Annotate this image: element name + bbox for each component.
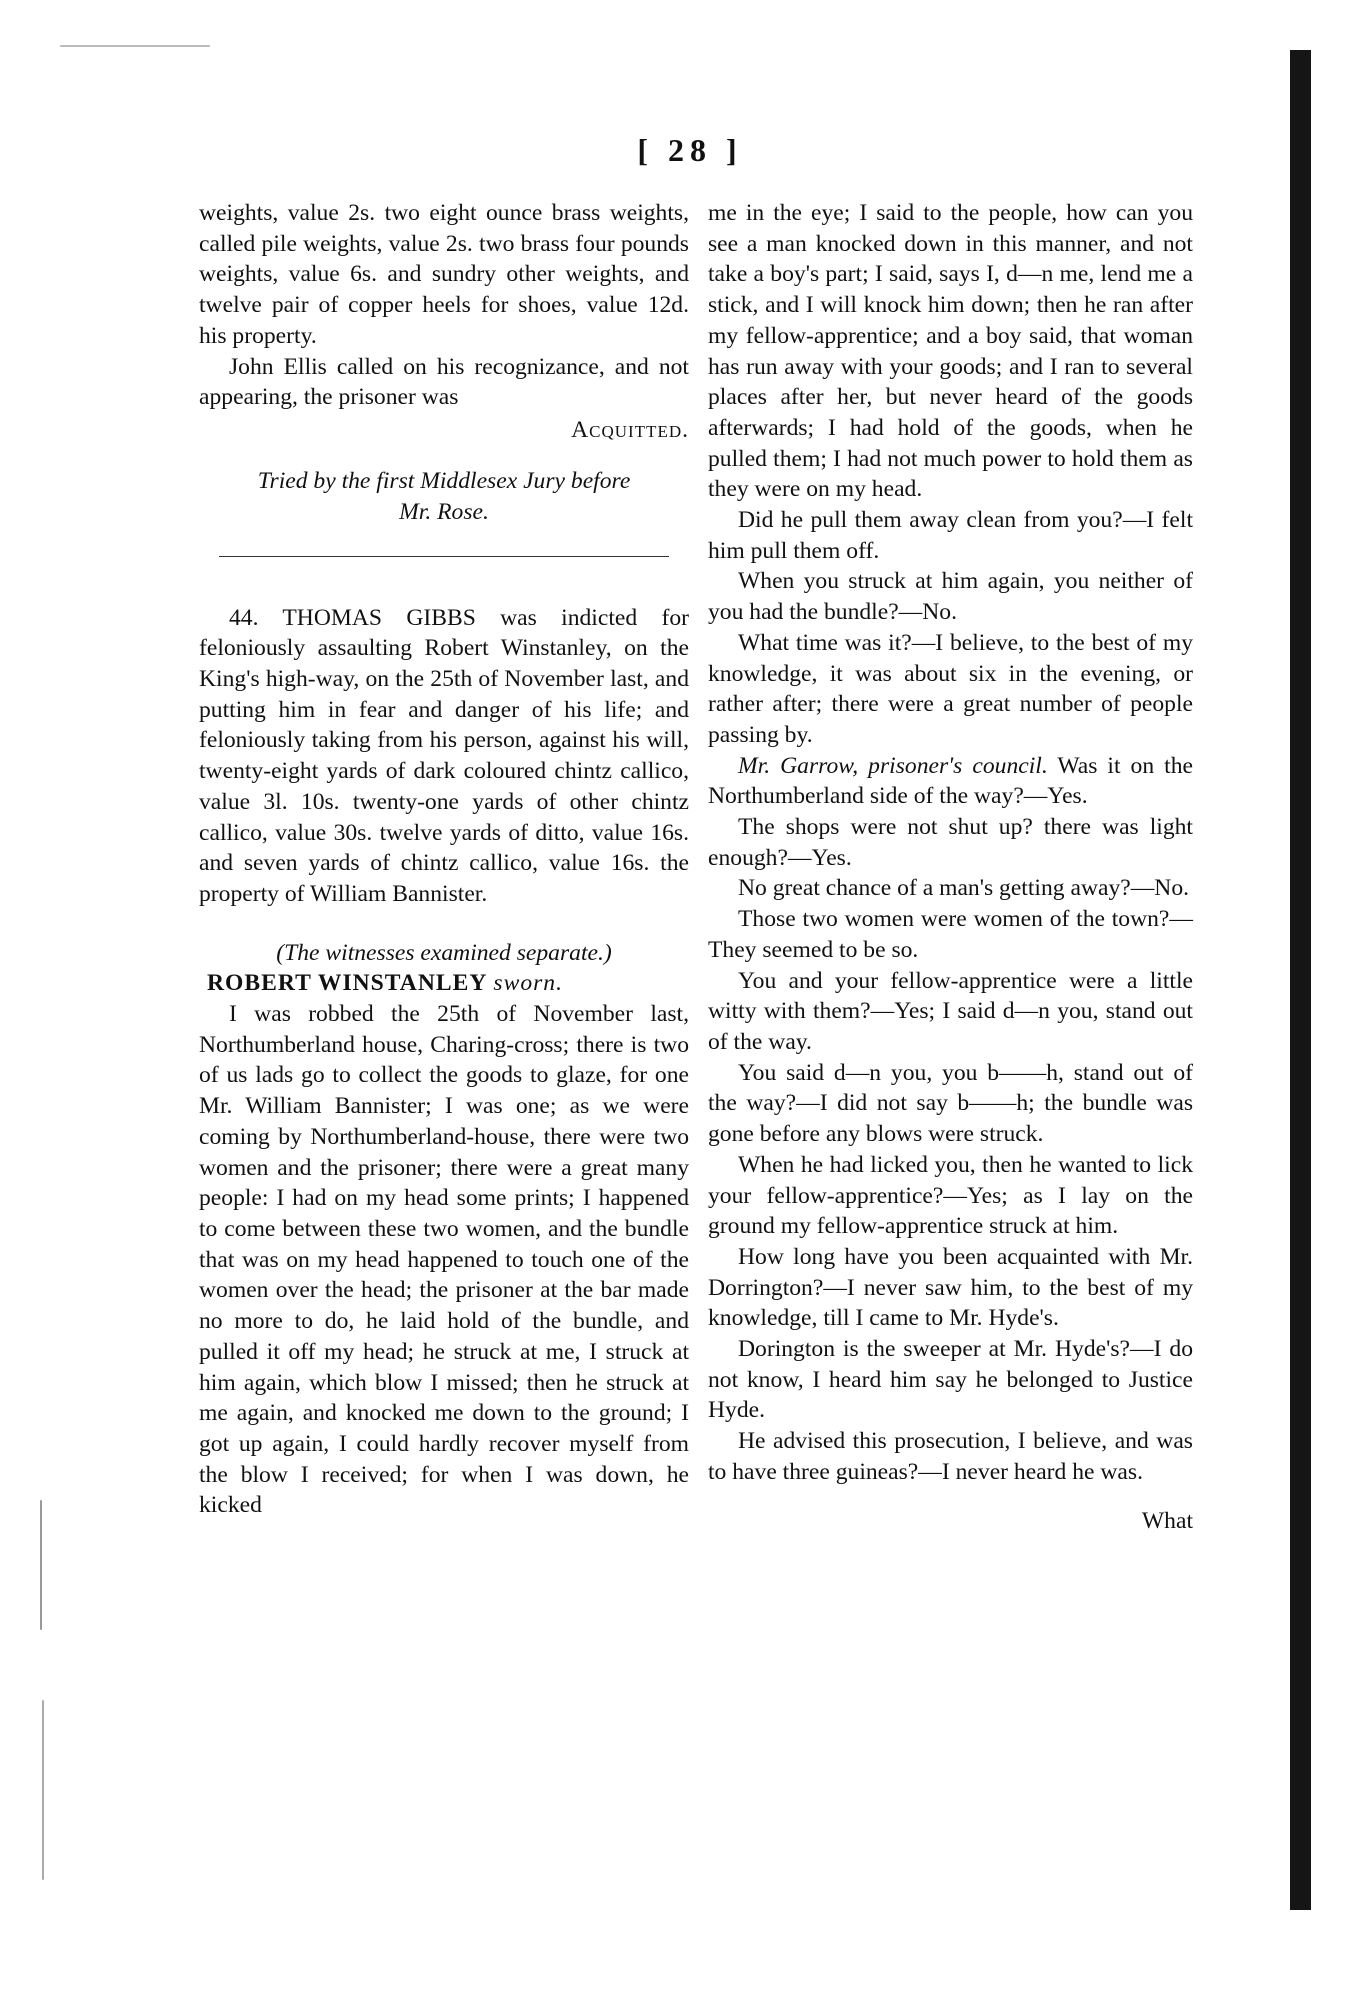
left-column	[199, 198, 689, 1521]
scan-speck	[40, 1500, 42, 1630]
page-edge-shadow	[1290, 50, 1311, 1910]
question-answer: Dorington is the sweeper at Mr. Hyde's?—I do not know, I heard him say he belonged to Justice Hyde.	[708, 1336, 1193, 1424]
scan-speck	[60, 45, 210, 47]
question-answer: How long have you been acquainted with Mr. Dorrington?—I never saw him, to the best of my knowledge, till I came to Mr. Hyde's.	[708, 1243, 1193, 1332]
question-answer: When you struck at him again, you neither of you had the bundle?—No.	[708, 568, 1193, 626]
scan-speck	[42, 1700, 44, 1880]
witness-heading	[199, 968, 689, 999]
question-answer: What time was it?—I believe, to the best of my knowledge, it was about six in the evening, or rather after; there were a great number of people passing by.	[708, 629, 1193, 748]
question-answer: Those two women were women of the town?—They seemed to be so.	[708, 906, 1193, 963]
question-answer: You and your fellow-apprentice were a little witty with them?—Yes; I said d—n you, stand out of the way.	[708, 967, 1193, 1055]
question-answer: He advised this prosecution, I believe, and was to have three guineas?—I never heard he was.	[708, 1428, 1193, 1485]
question-answer: No great chance of a man's getting away?—No.	[738, 875, 1190, 902]
testimony: me in the eye; I said to the people, how can you see a man knocked down in this manner, and not take a boy's part; I said, says I, d—n me, lend me a stick, and I will knock him down; then he ran after my fellow-apprentice; and a boy said, that woman has run away with your goods; and I ran to several places after her, but never heard of the goods afterwards; I had hold of the goods, when he pulled them; I had not much power to hold them as they were on my head.	[708, 200, 1193, 503]
question-answer: When he had licked you, then he wanted to lick your fellow-apprentice?—Yes; as I lay on the ground my fellow-apprentice struck at him.	[708, 1151, 1193, 1240]
paragraph: weights, value 2s. two eight ounce brass weights, called pile weights, value 2s. two brass four pounds weights, value 6s. and sundry other weights, and twelve pair of copper heels for shoes, value 12d. his property.	[199, 200, 689, 349]
witness-sworn: sworn.	[493, 970, 563, 997]
case-entry: 44. THOMAS GIBBS was indicted for feloniously assaulting Robert Winstanley, on the King's high-way, on the 25th of November last, and putting him in fear and danger of his life; and feloniously taking from his person, against his will, twenty-eight yards of dark coloured chintz callico, value 3l. 10s. twenty-one yards of other chintz callico, value 30s. twelve yards of ditto, value 16s. and seven yards of chintz callico, value 16s. the property of William Bannister.	[199, 604, 689, 907]
testimony: I was robbed the 25th of November last, Northumberland house, Charing-cross; there is two of us lads go to collect the goods to glaze, for one Mr. William Bannister; I was one; as we were coming by Northumberland-house, there were two women and the prisoner; there were a great many people: I had on my head some prints; I happened to come between these two women, and the bundle that was on my head happened to touch one of the women over the head; the prisoner at the bar made no more to do, he laid hold of the bundle, and pulled it off my head; he struck at me, I struck at him again, which blow I missed; then he struck at me again, and knocked me down to the ground; I got up again, I could hardly recover myself from the blow I received; for when I was down, he kicked	[199, 1001, 689, 1519]
page-number: [ 28 ]	[637, 132, 743, 168]
question-answer: Did he pull them away clean from you?—I felt him pull them off.	[708, 507, 1193, 564]
question-answer	[708, 751, 1193, 812]
counsel-name: Mr. Garrow, prisoner's council.	[738, 752, 1048, 779]
catchword: What	[1141, 1507, 1193, 1534]
jury-note-judge: Mr. Rose.	[399, 498, 489, 525]
witness-name: ROBERT WINSTANLEY	[207, 970, 487, 997]
verdict: Acquitted.	[571, 416, 689, 443]
paragraph: John Ellis called on his recognizance, and not appearing, the prisoner was	[199, 353, 689, 411]
witness-note: (The witnesses examined separate.)	[276, 939, 612, 966]
right-column	[708, 198, 1193, 1536]
question-answer: You said d—n you, you b——h, stand out of the way?—I did not say b——h; the bundle was gone before any blows were struck.	[708, 1059, 1193, 1148]
jury-note-line: Tried by the first Middlesex Jury before	[257, 467, 631, 494]
question-answer: The shops were not shut up? there was light enough?—Yes.	[708, 814, 1193, 871]
section-divider	[219, 556, 669, 557]
jury-note	[199, 466, 689, 528]
question-text: Was it on the Northumberland side of the way?—Yes.	[708, 752, 1193, 810]
